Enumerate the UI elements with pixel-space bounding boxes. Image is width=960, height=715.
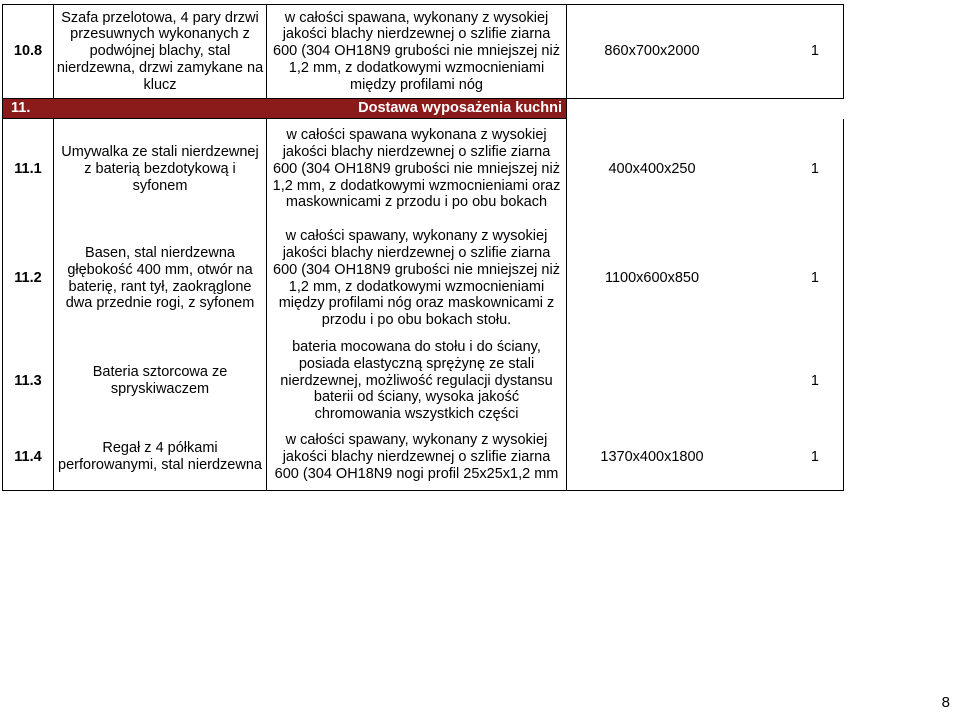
item-description: bateria mocowana do stołu i do ściany, posiada elastyczną sprężynę ze stali nierdzewnej, możliwość regulacji dystansu baterii od ściany, wysoka jakość chromowania wszystkich części	[267, 338, 567, 425]
section-spacer	[54, 99, 267, 119]
item-name: Basen, stal nierdzewna głębokość 400 mm, otwór na baterię, rant tył, zaokrąglone dwa przednie rogi, z syfonem	[54, 220, 267, 338]
item-dimensions: 400x400x250	[608, 160, 696, 177]
item-name: Umywalka ze stali nierdzewnej z baterią bezdotykową i syfonem	[54, 119, 267, 220]
specification-table	[2, 4, 844, 491]
item-dimensions	[567, 338, 738, 425]
item-number: 11.2	[3, 220, 54, 338]
item-quantity: 1	[737, 220, 844, 338]
item-name: Regał z 4 półkami perforowanymi, stal nierdzewna	[54, 425, 267, 491]
item-number: 11.4	[3, 425, 54, 491]
item-quantity: 1	[737, 338, 844, 425]
section-number: 11.	[3, 99, 54, 119]
section-blank	[567, 99, 844, 119]
item-description: w całości spawany, wykonany z wysokiej jakości blachy nierdzewnej o szlifie ziarna 600 (304 OH18N9 nogi profil 25x25x1,2 mm	[267, 425, 567, 491]
table-row	[3, 338, 844, 425]
item-dimensions: 1370x400x1800	[567, 425, 738, 491]
item-quantity: 1	[737, 5, 844, 99]
table-row	[3, 5, 844, 99]
table-row	[3, 220, 844, 338]
item-quantity: 1	[737, 425, 844, 491]
item-number: 10.8	[3, 5, 54, 99]
table-row	[3, 425, 844, 491]
section-title: Dostawa wyposażenia kuchni	[267, 99, 567, 119]
item-description: w całości spawany, wykonany z wysokiej jakości blachy nierdzewnej o szlifie ziarna 600 (304 OH18N9 grubości nie mniejszej niż 1,2 mm, z dodatkowymi wzmocnieniami między profilami nóg oraz maskownicami z przodu i po obu bokach stołu.	[267, 220, 567, 338]
item-dimensions: 1100x600x850	[604, 270, 700, 287]
section-header-row	[3, 99, 844, 119]
item-number: 11.1	[3, 119, 54, 220]
item-quantity: 1	[737, 119, 844, 220]
item-name: Bateria sztorcowa ze spryskiwaczem	[54, 338, 267, 425]
page-number: 8	[941, 694, 950, 711]
item-description: w całości spawana wykonana z wysokiej jakości blachy nierdzewnej o szlifie ziarna 600 (304 OH18N9 grubości nie mniejszej niż 1,2 mm, z dodatkowymi wzmocnieniami oraz maskownicami z przodu i po obu bokach	[267, 119, 567, 220]
table-row	[3, 119, 844, 220]
item-dimensions: 860x700x2000	[567, 5, 738, 99]
item-description: w całości spawana, wykonany z wysokiej jakości blachy nierdzewnej o szlifie ziarna 600 (304 OH18N9 grubości nie mniejszej niż 1,2 mm, z dodatkowymi wzmocnieniami między profilami nóg	[267, 5, 567, 99]
item-name: Szafa przelotowa, 4 pary drzwi przesuwnych wykonanych z podwójnej blachy, stal nierdzewna, drzwi zamykane na klucz	[54, 5, 267, 99]
item-number: 11.3	[3, 338, 54, 425]
